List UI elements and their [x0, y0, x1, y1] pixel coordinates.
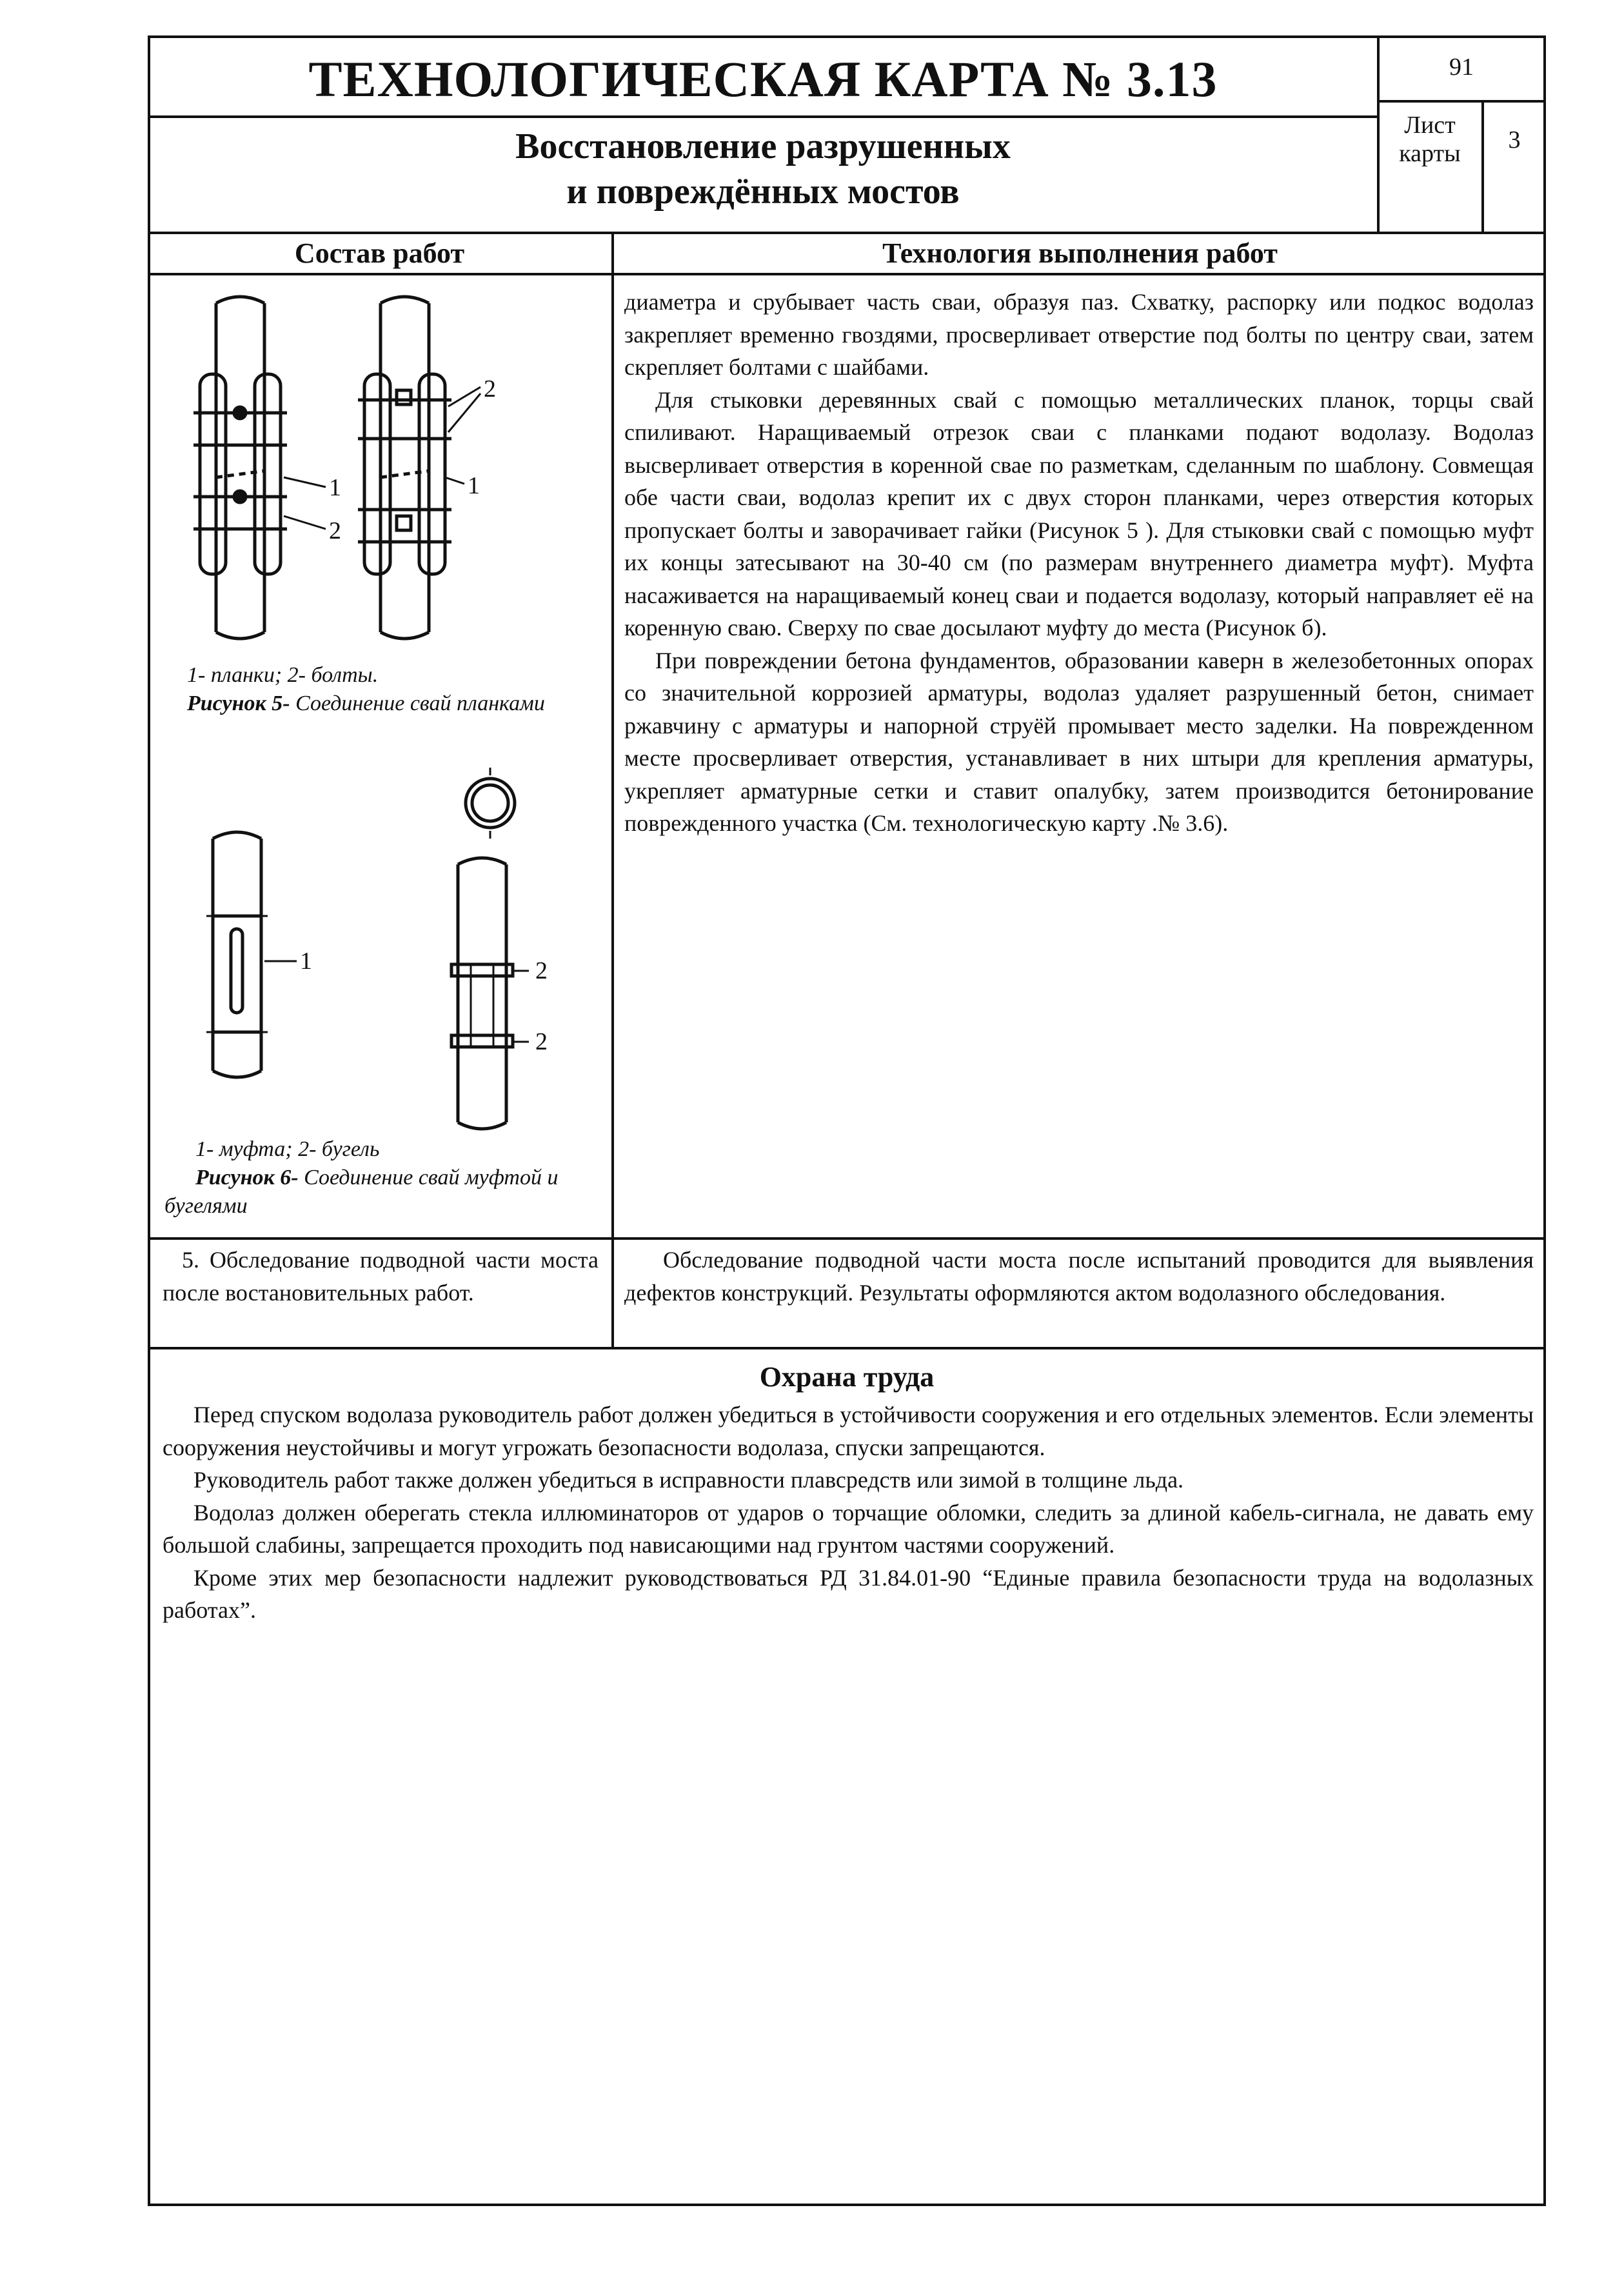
sheet-label-line-2: карты [1399, 140, 1461, 167]
fig6-callout-1: 1 [300, 948, 312, 975]
header-divider [148, 115, 1378, 118]
safety-paragraph-3: Водолаз должен оберегать стекла иллюминаторов от ударов о торчащие обломки, следить за длиной кабель-сигнала, не давать ему большой слабины, запрещается проходить под нависающими над грунтом частями сооружений. [163, 1499, 1534, 1558]
technology-paragraph-2: Для стыковки деревянных свай с помощью металлических планок, торцы свай спиливают. Наращиваемый отрезок сваи с планками подают водолазу. Водолаз высверливает отверстия в коренной свае по разметкам, сделанным по шаблону. Совмещая обе части сваи, водолаз крепит их с двух сторон планками, через отверстия которых пропускает болты и заворачивает гайки (Рисунок 5 ). Для стыковки свай с помощью муфт их концы затесывают на 30-40 см (по размерам внутреннего диаметра муфт). Муфта насаживается на наращиваемый конец сваи и подается водолазу, который направляет её на коренную сваю. Сверху по свае досылают муфту до места (Рисунок б). [624, 386, 1534, 641]
fig5-callout-1-left: 1 [329, 474, 341, 501]
table-bottom-line [148, 1347, 1546, 1349]
figure-5-label: Рисунок 5- [187, 692, 290, 715]
figure-5-caption [187, 661, 600, 718]
subtitle-line-2: и повреждённых мостов [566, 172, 960, 212]
row-5-work-item: 5. Обследование подводной части моста после востановительных работ. [163, 1247, 599, 1306]
figure-6-label: Рисунок 6- [195, 1166, 299, 1189]
figure-5-title [187, 690, 600, 718]
technology-paragraph-3: При повреждении бетона фундаментов, образовании каверн в железобетонных опорах со значительной коррозией арматуры, водолаз удаляет разрушенный бетон, снимает ржавчину с арматуры и напорной струёй промывает место заделки. На поврежденном месте просверливает отверстия, устанавливает в них штыри для крепления арматуры, укрепляет арматурные сетки и ставит опалубку, затем производится бетонирование поврежденного участка (См. технологическую карту .№ 3.6). [624, 647, 1534, 836]
sheet-label [1378, 111, 1481, 168]
safety-paragraph-1: Перед спуском водолаза руководитель работ должен убедиться в устойчивости сооружения и его отдельных элементов. Если элементы сооружения неустойчивы и могут угрожать безопасности водолаза, спуски запрещаются. [163, 1402, 1534, 1460]
sheet-label-line-1: Лист [1404, 112, 1456, 139]
safety-paragraph-2: Руководитель работ также должен убедиться в исправности плавсредств или зимой в толщине льда. [193, 1467, 1184, 1493]
document-title: ТЕХНОЛОГИЧЕСКАЯ КАРТА № 3.13 [308, 51, 1218, 107]
figure-6-title [164, 1164, 603, 1220]
sheet-number: 3 [1508, 126, 1521, 154]
technology-paragraph-1: диаметра и срубывает часть сваи, образуя паз. Схватку, распорку или подкос водолаз закрепляет временно гвоздями, просверливает отверстие под болты по центру сваи, затем скрепляет болтами с шайбами. [624, 289, 1534, 380]
figures-bottom-line [148, 1237, 1546, 1240]
figure-6-caption [164, 1135, 603, 1220]
technology-text [624, 286, 1534, 840]
figure-6-drawing [187, 768, 561, 1142]
figure-5-text: Соединение свай планками [290, 692, 545, 715]
sheet-divider [1481, 100, 1484, 233]
page-number-divider [1377, 100, 1546, 103]
safety-title: Охрана труда [759, 1361, 935, 1393]
column-header-line [148, 273, 1546, 275]
fig5-callout-2-left: 2 [329, 517, 341, 544]
safety-text [163, 1398, 1534, 1627]
right-column-header: Технология выполнения работ [882, 237, 1278, 269]
figure-5-drawing [187, 284, 561, 658]
fig6-callout-2-lower: 2 [535, 1028, 548, 1055]
document-subtitle [148, 124, 1378, 214]
fig5-callout-1-right: 1 [468, 472, 480, 499]
left-column-header: Состав работ [294, 237, 465, 269]
row-5-technology: Обследование подводной части моста после испытаний проводится для выявления дефектов конструкций. Результаты оформляются актом водолазного обследования. [624, 1247, 1534, 1306]
safety-paragraph-4: Кроме этих мер безопасности надлежит руководствоваться РД 31.84.01-90 “Единые правила безопасности труда на водолазных работах”. [163, 1564, 1534, 1623]
page-number: 91 [1449, 54, 1474, 81]
figure-6-legend: 1- муфта; 2- бугель [195, 1137, 380, 1161]
column-divider [611, 232, 614, 1348]
figure-5-legend: 1- планки; 2- болты. [187, 663, 379, 687]
fig6-callout-2-upper: 2 [535, 957, 548, 984]
fig5-callout-2-right: 2 [484, 375, 496, 403]
subtitle-line-1: Восстановление разрушенных [515, 126, 1011, 166]
figure-6-text: Соединение свай муфтой и бугелями [164, 1166, 559, 1218]
